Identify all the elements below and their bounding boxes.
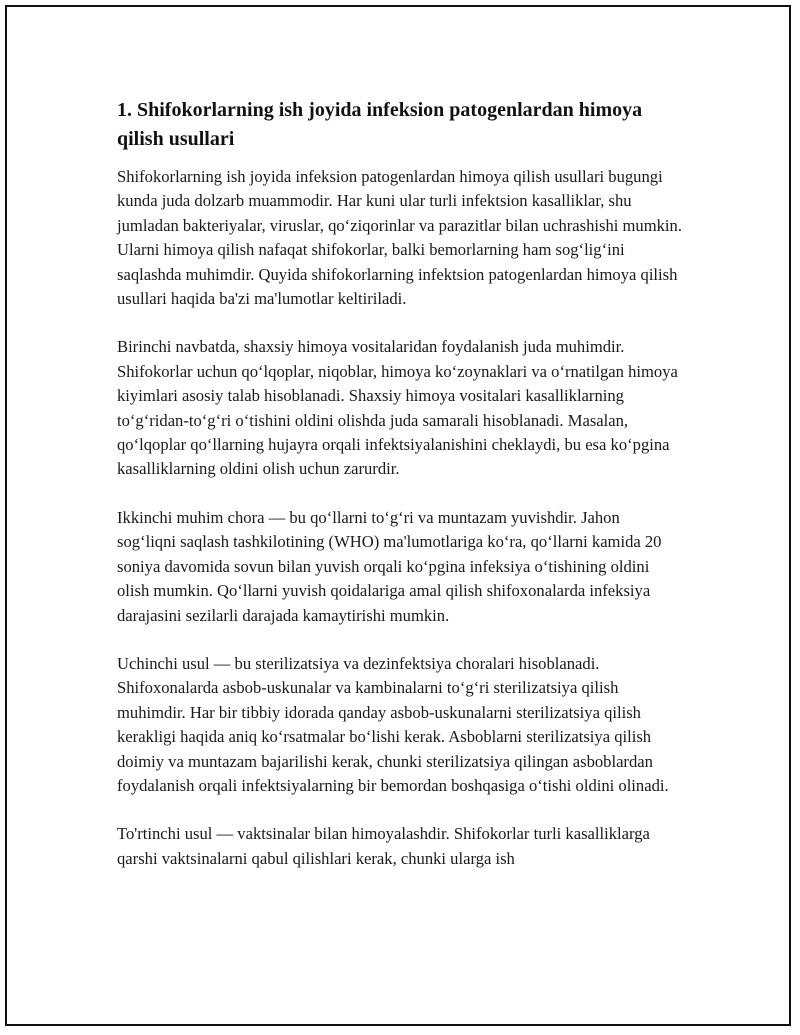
paragraph-vaccination: To'rtinchi usul — vaktsinalar bilan himoyalashdir. Shifokorlar turli kasalliklarga qarshi vaktsinalarni qabul qilishlari kerak, chunki ularga ish [117, 824, 650, 868]
paragraph-intro: Shifokorlarning ish joyida infeksion patogenlardan himoya qilish usullari bugungi kunda juda dolzarb muammodir. Har kuni ular turli infektsion kasalliklar, shu jumladan bakteriyalar, viruslar, qo‘ziqorinlar va parazitlar bilan uchrashishi mumkin. Ularni himoya qilish nafaqat shifokorlar, balki bemorlarning ham sog‘lig‘ini saqlashda muhimdir. Quyida shifokorlarning infektsion patogenlardan himoya qilish usullari haqida ba'zi ma'lumotlar keltiriladi. [117, 167, 682, 309]
paragraph-personal-protection: Birinchi navbatda, shaxsiy himoya vositalaridan foydalanish juda muhimdir. Shifokorlar uchun qo‘lqoplar, niqoblar, himoya ko‘zoynaklari va o‘rnatilgan himoya kiyimlari asosiy talab hisoblanadi. Shaxsiy himoya vositalari kasalliklarning to‘g‘ridan-to‘g‘ri o‘tishini oldini olishda juda samarali hisoblanadi. Masalan, qo‘lqoplar qo‘llarning hujayra orqali infektsiyalanishini cheklaydi, bu esa ko‘pgina kasalliklarning oldini olish uchun zarurdir. [117, 337, 678, 479]
document-body [117, 96, 682, 895]
section-heading: 1. Shifokorlarning ish joyida infeksion patogenlardan himoya qilish usullari [117, 99, 643, 150]
paragraph-sterilization: Uchinchi usul — bu sterilizatsiya va dezinfektsiya choralari hisoblanadi. Shifoxonalarda asbob-uskunalar va kambinalarni to‘g‘ri sterilizatsiya qilish muhimdir. Har bir tibbiy idorada qanday asbob-uskunalarni sterilizatsiya qilish kerakligi haqida aniq ko‘rsatmalar bo‘lishi kerak. Asboblarni sterilizatsiya qilish doimiy va muntazam bajarilishi kerak, chunki sterilizatsiya qilingan asboblardan foydalanish orqali infektsiyalarning bir bemordan boshqasiga o‘tishi oldini olinadi. [117, 653, 669, 795]
paragraph-hand-washing: Ikkinchi muhim chora — bu qo‘llarni to‘g‘ri va muntazam yuvishdir. Jahon sog‘liqni saqlash tashkilotining (WHO) ma'lumotlariga ko‘ra, qo‘llarni kamida 20 soniya davomida sovun bilan yuvish orqali ko‘pgina infeksiya o‘tishining oldini olish mumkin. Qo‘llarni yuvish qoidalariga amal qilish shifoxonalarda infeksiya darajasini sezilarli darajada kamaytirishi mumkin. [117, 507, 662, 625]
